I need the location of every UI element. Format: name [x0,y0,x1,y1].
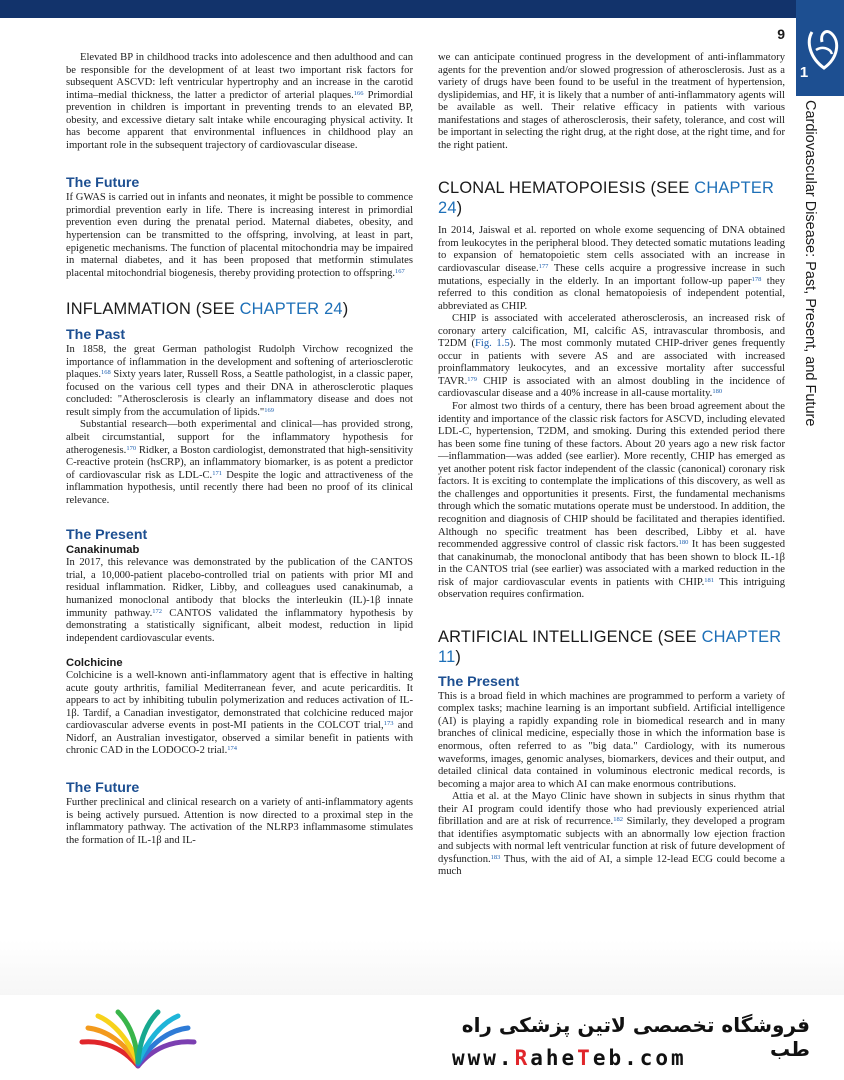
right-column [438,52,785,879]
paragraph: In 1858, the great German pathologist Rudolph Virchow recognized the importance of inflammation in the development and softening of arteriosclerotic plaques.$^{168}$ Sixty years later, Russell Ross, a Seattle pathologist, in a classic paper, focused on the various cell types and their DNA in atherosclerotic plaques concluded: "Atherosclerosis is clearly an inflammatory disease and does not result simply from the accumulation of lipids."$^{169}$ [66,344,413,418]
citation-ref: 173 [383,720,394,728]
section-title-clonal-hematopoiesis: CLONAL HEMATOPOIESIS (SEE CHAPTER 24) [438,179,775,218]
citation-ref: 180 [678,539,689,547]
citation-ref: 168 [101,369,111,377]
paragraph: This is a broad field in which machines are programmed to perform a variety of complex tasks; machine learning is an important subfield. Artificial intelligence (AI) is playing a rapidly expanding role in biomedical research and in many branches of clinical medicine, especially those in which the information base is enormous, often referred to as "big data." Cardiology, with its numerous waveforms, images, genomic analyses, biomarkers, devices and their output, and detailed clinical data contained in voluminous electronic medical records, is becoming a major area to which AI can make enormous contributions. [438,690,785,790]
top-color-bar [0,0,844,18]
citation-ref: 169 [264,406,274,414]
paragraph: Attia et al. at the Mayo Clinic have shown in subjects in sinus rhythm that their AI program could identify those who had previously experienced atrial fibrillation and are at risk of recurrence.$^{182}$ Similarly, they developed a program that identifies asymptomatic subjects with an abnormally low ejection fraction and subjects with normal left ventricular function at risk of future development of dysfunction.$^{183}$ Thus, with the aid of AI, a simple 12-lead ECG could become a much [438,791,786,878]
store-name: فروشگاه تخصصی لاتین پزشکی راه طب [461,1013,810,1061]
paragraph: In 2014, Jaiswal et al. reported on whole exome sequencing of DNA obtained from leukocytes in the peripheral blood. They detected somatic mutations leading to expansion of hematopoietic stem cells associated with an increase in cardiovascular disease.$^{177}$ These cells acquire a progressive increase in such mutations, especially in the elderly. In an important follow-up paper$^{178}$ they referred to this condition as clonal hematopoiesis of independent potential, abbreviated as CHIP. [438,225,786,312]
section-title-artificial-intelligence: ARTIFICIAL INTELLIGENCE (SEE CHAPTER 11) [438,627,782,666]
paragraph: we can anticipate continued progress in the development of anti-inflammatory agents for the prevention and/or slowed progression of atherosclerosis. Just as a variety of drugs have been found to be useful in the treatment of hypertension, dyslipidemias, and HF, it is likely that a number of anti-inflammatory agents will be available as well. Their relative efficacy in patients with various manifestations and stages of atherosclerosis, their safety, tolerance, and cost will be important in selecting the right drug, at the right dose, at the right time, and for the right patient. [438,52,785,151]
page-number: 9 [777,26,785,42]
chapter-link: CHAPTER 24 [438,179,775,218]
citation-ref: 179 [467,375,478,383]
paragraph: Substantial research—both experimental and clinical—has provided strong, albeit circumstantial, support for the inflammatory hypothesis for atherogenesis.$^{170}$ Ridker, a Boston cardiologist, demonstrated that high-sensitivity C-reactive protein (hsCRP), an inflammatory biomarker, is as potent a predictor of cardiovascular risk as LDL-C.$^{171}$ Despite the logic and attractiveness of the inflammation hypothesis, until recently there had been no proof of its clinical relevance. [66,419,413,506]
paragraph: If GWAS is carried out in infants and neonates, it might be possible to commence primordial prevention early in life. There is increasing interest in primordial prevention even during the prenatal period. Maternal diabetes, obesity, and hypertension can be transmitted to the offspring, involving, at least in part, epigenetic mechanisms. The function of placental mitochondria may be impaired in maternal diabetes, and it has been proposed that metformin stimulates placental mitochondrial biogenesis, thereby providing protection to offspring.$^{167}$ [66,192,413,279]
heading-the-future-2: The Future [66,779,140,796]
running-title: Cardiovascular Disease: Past, Present, and Future [802,100,818,427]
chapter-link: CHAPTER 24 [239,300,343,319]
figure-link: Fig. 1.5 [474,338,510,350]
bottom-fade [0,940,844,1000]
heading-canakinumab: Canakinumab [66,544,140,557]
citation-ref: 181 [704,576,714,584]
chapter-link: CHAPTER 11 [438,627,782,666]
citation-ref: 180 [712,388,723,396]
heading-colchicine: Colchicine [66,657,123,670]
left-column [66,52,413,847]
chapter-number: 1 [799,64,809,81]
store-url[interactable]: www.RaheTeb.com [452,1046,687,1070]
citation-ref: 172 [152,607,163,615]
citation-ref: 170 [126,444,137,452]
heading-the-present: The Present [66,527,148,544]
paragraph: In 2017, this relevance was demonstrated by the publication of the CANTOS trial, a 10,000-patient placebo-controlled trial on patients with prior MI and residual inflammation. Ridker, Libby, and colleagues used canakinumab, a humanized monoclonal antibody that blocks the interleukin (IL)-1β innate immunity pathway.$^{172}$ CANTOS validated the inflammatory hypothesis by demonstrating a statistically significant, albeit modest, reduction in lipid independent cardiovascular events. [66,557,414,644]
citation-ref: 171 [212,469,222,477]
citation-ref: 178 [751,275,762,283]
running-title-box [780,100,840,430]
heading-the-present: The Present [438,673,520,690]
paragraph: CHIP is associated with accelerated atherosclerosis, an increased risk of coronary artery calcification, MI, calcific AS, intravascular thrombosis, and T2DM (Fig. 1.5). The most commonly mutated CHIP-driver genes frequently occur in patients with severe AS and are associated with increased proinflammatory leukocytes, and an excessive mortality after successful TAVR.$^{179}$ CHIP is associated with an almost doubling in the incidence of cardiovascular disease and a 40% increase in all-cause mortality.$^{180}$ [438,313,786,400]
paragraph: Elevated BP in childhood tracks into adolescence and then adulthood and can be responsible for the development of at least two important risk factors for subsequent ASCVD: left ventricular hypertrophy and an increase in the carotid intima–medial thickness, the latter a predictor of arterial plaques.$^{166}$ Primordial prevention in children is important in preventing trends to an elevated BP, obesity, and excessive dietary salt intake while encouraging physical activity. It has become apparent that environmental influences in childhood play an important role in the subsequent trajectory of cardiovascular disease. [66,52,413,151]
heading-the-past: The Past [66,327,126,344]
citation-ref: 174 [227,745,237,753]
citation-ref: 182 [613,816,623,824]
section-title-inflammation: INFLAMMATION (SEE CHAPTER 24) [66,300,349,319]
citation-ref: 167 [395,267,405,275]
paragraph: Colchicine is a well-known anti-inflammatory agent that is effective in halting acute gouty arthritis, familial Mediterranean fever, and acute pericarditis. It appears to act by inhibiting tubulin polymerization and reduces activation of IL-1β. Tardif, a Canadian investigator, demonstrated that colchicine reduced major cardiovascular adverse events in post-MI patients in the COLCOT trial,$^{173}$ and Nidorf, an Australian investigator, observed a similar benefit in patients with chronic CAD in the LODOCO-2 trial.$^{174}$ [66,670,413,757]
heading-the-future: The Future [66,175,140,192]
open-book-logo-icon [78,1008,198,1072]
citation-ref: 183 [490,853,501,861]
citation-ref: 166 [353,89,364,97]
citation-ref: 177 [538,263,549,271]
paragraph: For almost two thirds of a century, there has been broad agreement about the identity and importance of the classic risk factors for ASCVD, including elevated LDL-C, hypertension, T2DM, and smoking. During this extended period there has been some fine tuning of these factors. About 20 years ago a new risk factor—inflammation—was added (see earlier). More recently, CHIP has emerged as yet another potent risk factor independent of the classic (canonical) coronary risk factors. It is exciting to contemplate the implications of this discovery, as well as the challenges and opportunities it presents. First, the fundamental mechanisms through which the somatic mutations operate must be understood. In addition, the recognition and diagnosis of CHIP should be facilitated and therapies identified. Although no specific treatment has been described, Libby et al. have recommended aggressive control of classic risk factors.$^{180}$ It has been suggested that canakinumab, the monoclonal antibody that has been shown to block IL-1β in the CANTOS trial (see earlier) was associated with a marked reduction in the risk of major cardiovascular events in patients with CHIP.$^{181}$ This intriguing observation requires confirmation. [438,401,786,601]
paragraph: Further preclinical and clinical research on a variety of anti-inflammatory agents is being actively pursued. Attention is now directed to a proximal step in the inflammatory pathway. The activation of the NLRP3 inflammasome stimulates the formation of IL-1β and IL- [66,796,413,846]
